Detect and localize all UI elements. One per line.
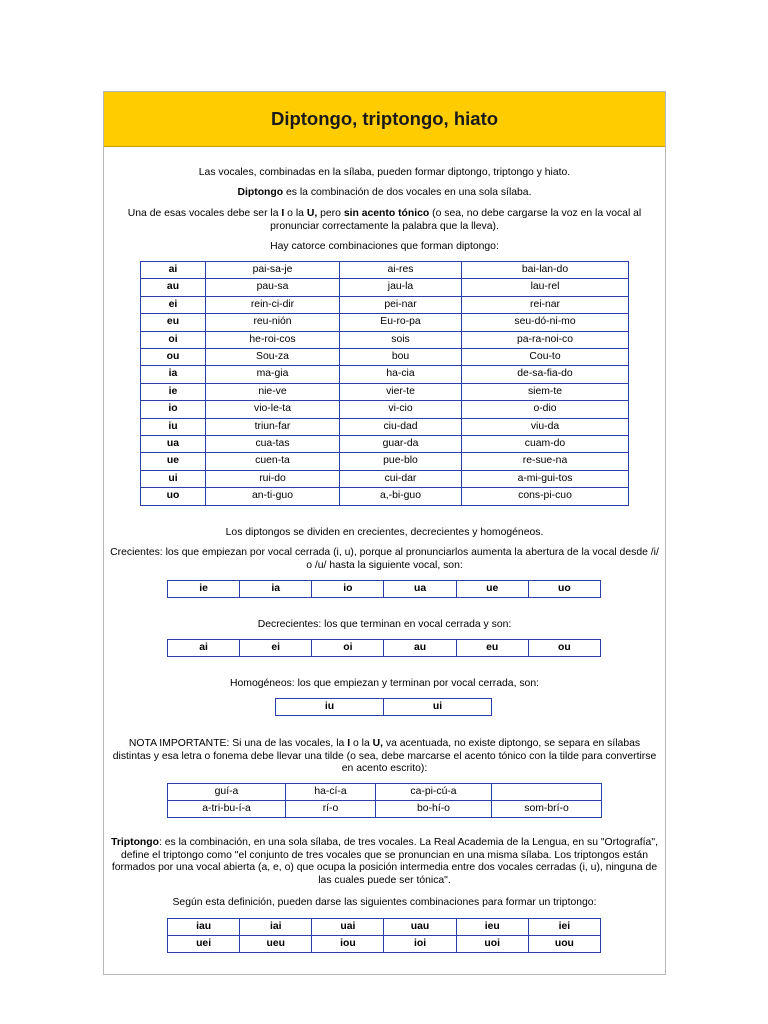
table-row [168, 936, 601, 953]
table-cell: cui-dar [340, 470, 462, 487]
table-row [141, 366, 629, 383]
table-cell: jau-la [340, 279, 462, 296]
table-cell: uou [528, 936, 600, 953]
table-row [141, 383, 629, 400]
table-cell: reu-nión [206, 314, 340, 331]
table-cell: ai-res [340, 262, 462, 279]
table-cell: ue [141, 453, 206, 470]
nota-bold-u: U, [372, 738, 384, 749]
table-cell: ua [141, 436, 206, 453]
table-cell: cons-pi-cuo [462, 488, 629, 505]
rule-bold-i: I [281, 208, 285, 219]
table-cell: pa-ra-noi-co [462, 331, 629, 348]
table-cell: io [312, 581, 384, 598]
table-cell: ui [384, 699, 492, 716]
table-cell: ua [384, 581, 456, 598]
table-cell: ai [168, 640, 240, 657]
table-cell: iu [141, 418, 206, 435]
table-cell: rí-o [286, 801, 376, 818]
table-cell: a-mi-gui-tos [462, 470, 629, 487]
table-cell: vier-te [340, 383, 462, 400]
diptongo-definition-rest: es la combinación de dos vocales en una sola sílaba. [283, 187, 532, 198]
table-cell: eu [141, 314, 206, 331]
table-cell: eu [456, 640, 528, 657]
rule-text-1: Una de esas vocales debe ser la [127, 208, 282, 219]
table-cell: bai-lan-do [462, 262, 629, 279]
triptongo-intro: Según esta definición, pueden darse las siguientes combinaciones para formar un triptongo: [172, 897, 597, 908]
table-cell: vio-le-ta [206, 401, 340, 418]
table-cell: ioi [384, 936, 456, 953]
table-cell: iou [312, 936, 384, 953]
table-cell: uei [168, 936, 240, 953]
table-cell: cuen-ta [206, 453, 340, 470]
table-cell: uo [528, 581, 600, 598]
table-cell: cuam-do [462, 436, 629, 453]
table-row [168, 919, 601, 936]
triptongo-definition [110, 837, 659, 887]
table-cell: siem-te [462, 383, 629, 400]
table-cell: au [384, 640, 456, 657]
table-cell: ieu [456, 919, 528, 936]
table-cell [492, 784, 602, 801]
table-cell: ueu [240, 936, 312, 953]
page-title: Diptongo, triptongo, hiato [270, 108, 499, 129]
table-cell: uau [384, 919, 456, 936]
table-cell: iau [168, 919, 240, 936]
document-page [103, 91, 666, 975]
table-cell: oi [141, 331, 206, 348]
table-row [141, 331, 629, 348]
table-cell: lau-rel [462, 279, 629, 296]
table-cell: ei [141, 296, 206, 313]
nota-text-2: o la [350, 738, 373, 749]
table-cell: uoi [456, 936, 528, 953]
nota-bold-i: I [347, 738, 351, 749]
table-cell: iei [528, 919, 600, 936]
table-cell: ie [141, 383, 206, 400]
fourteen-intro: Hay catorce combinaciones que forman diptongo: [270, 241, 499, 252]
table-cell: ciu-dad [340, 418, 462, 435]
table-cell: som-brí-o [492, 801, 602, 818]
nota-importante [110, 738, 659, 776]
triptongo-table [167, 918, 601, 953]
table-cell: re-sue-na [462, 453, 629, 470]
diptongo-term: Diptongo [237, 187, 284, 198]
table-row [141, 349, 629, 366]
table-cell: pau-sa [206, 279, 340, 296]
table-cell: guí-a [168, 784, 286, 801]
table-cell: rein-ci-dir [206, 296, 340, 313]
table-cell: ou [528, 640, 600, 657]
table-cell: rei-nar [462, 296, 629, 313]
table-cell: guar-da [340, 436, 462, 453]
table-cell: au [141, 279, 206, 296]
table-cell: pei-nar [340, 296, 462, 313]
diptongo-rule [110, 208, 659, 233]
table-row [141, 279, 629, 296]
table-row [141, 488, 629, 505]
table-cell: pue-blo [340, 453, 462, 470]
table-row [168, 801, 602, 818]
table-row [141, 296, 629, 313]
table-cell: a-tri-bu-í-a [168, 801, 286, 818]
table-cell: ca-pi-cú-a [376, 784, 492, 801]
table-row [168, 581, 601, 598]
hiato-table [167, 783, 602, 818]
rule-bold-sin-acento: sin acento tónico [343, 208, 430, 219]
table-cell: ha-cí-a [286, 784, 376, 801]
table-cell: nie-ve [206, 383, 340, 400]
table-cell: ma-gia [206, 366, 340, 383]
table-cell: ou [141, 349, 206, 366]
table-row [141, 262, 629, 279]
table-cell: ai [141, 262, 206, 279]
table-row [141, 470, 629, 487]
intro-text: Las vocales, combinadas en la sílaba, pueden formar diptongo, triptongo y hiato. [198, 167, 571, 178]
table-cell: Eu-ro-pa [340, 314, 462, 331]
homogeneos-table [275, 698, 492, 716]
table-cell: seu-dó-ni-mo [462, 314, 629, 331]
table-cell: ui [141, 470, 206, 487]
table-row [168, 640, 601, 657]
table-cell: ue [456, 581, 528, 598]
nota-text-3: va acentuada, no existe diptongo, se separa en sílabas distintas y esa letra o fonema debe llevar una tilde (o sea, debe marcarse el acento tónico con la tilde para convertirse en acento escrito): [112, 738, 657, 774]
table-cell: sois [340, 331, 462, 348]
table-cell: iu [276, 699, 384, 716]
triptongo-term: Triptongo [111, 837, 159, 848]
table-cell: an-ti-guo [206, 488, 340, 505]
table-cell: ie [168, 581, 240, 598]
table-cell: o-dio [462, 401, 629, 418]
table-cell: he-roi-cos [206, 331, 340, 348]
table-cell: vi-cio [340, 401, 462, 418]
table-cell: Cou-to [462, 349, 629, 366]
table-cell: ha-cia [340, 366, 462, 383]
table-cell: oi [312, 640, 384, 657]
rule-text-4: (o sea, no debe cargarse la voz en la vocal al pronunciar correctamente la palabra que la lleva). [270, 208, 642, 232]
table-row [141, 453, 629, 470]
table-cell: triun-far [206, 418, 340, 435]
division-text: Los diptongos se dividen en crecientes, decrecientes y homogéneos. [225, 527, 544, 538]
table-cell: viu-da [462, 418, 629, 435]
table-row [141, 401, 629, 418]
decrecientes-text: Decrecientes: los que terminan en vocal cerrada y son: [257, 619, 512, 630]
table-cell: pai-sa-je [206, 262, 340, 279]
rule-bold-u: U, [306, 208, 318, 219]
crecientes-text: Crecientes: los que empiezan por vocal cerrada (i, u), porque al pronunciarlos aumenta la abertura de la vocal desde /i/ o /u/ hasta la siguiente vocal, son: [110, 547, 659, 571]
table-cell: a,-bi-guo [340, 488, 462, 505]
decrecientes-table [167, 639, 601, 657]
table-row [141, 418, 629, 435]
triptongo-definition-rest: : es la combinación, en una sola sílaba, de tres vocales. La Real Academia de la Lengua, en su "Ortografía", define el triptongo como "el conjunto de tres vocales que se pronuncian en una misma sílaba. Los triptongos están formados por una vocal abierta (a, e, o) que ocupa la posición intermedia entre dos vocales cerradas (i, u), ninguna de las cuales puede ser tónica". [111, 837, 658, 886]
title-banner [104, 92, 665, 147]
table-cell: io [141, 401, 206, 418]
table-row [276, 699, 492, 716]
table-cell: bo-hí-o [376, 801, 492, 818]
table-cell: bou [340, 349, 462, 366]
table-cell: ia [141, 366, 206, 383]
table-cell: uai [312, 919, 384, 936]
rule-text-3: pero [317, 208, 344, 219]
diptongo-definition [110, 187, 659, 200]
table-cell: iai [240, 919, 312, 936]
table-cell: ei [240, 640, 312, 657]
crecientes-table [167, 580, 601, 598]
table-cell: Sou-za [206, 349, 340, 366]
table-cell: de-sa-fia-do [462, 366, 629, 383]
homogeneos-text: Homogéneos: los que empiezan y terminan por vocal cerrada, son: [230, 678, 539, 689]
table-row [141, 436, 629, 453]
table-cell: cua-tas [206, 436, 340, 453]
nota-text-1: NOTA IMPORTANTE: Si una de las vocales, la [128, 738, 348, 749]
table-cell: uo [141, 488, 206, 505]
rule-text-2: o la [284, 208, 307, 219]
table-row [141, 314, 629, 331]
table-cell: rui-do [206, 470, 340, 487]
table-row [168, 784, 602, 801]
diphthong-table [140, 261, 629, 506]
table-cell: ia [240, 581, 312, 598]
